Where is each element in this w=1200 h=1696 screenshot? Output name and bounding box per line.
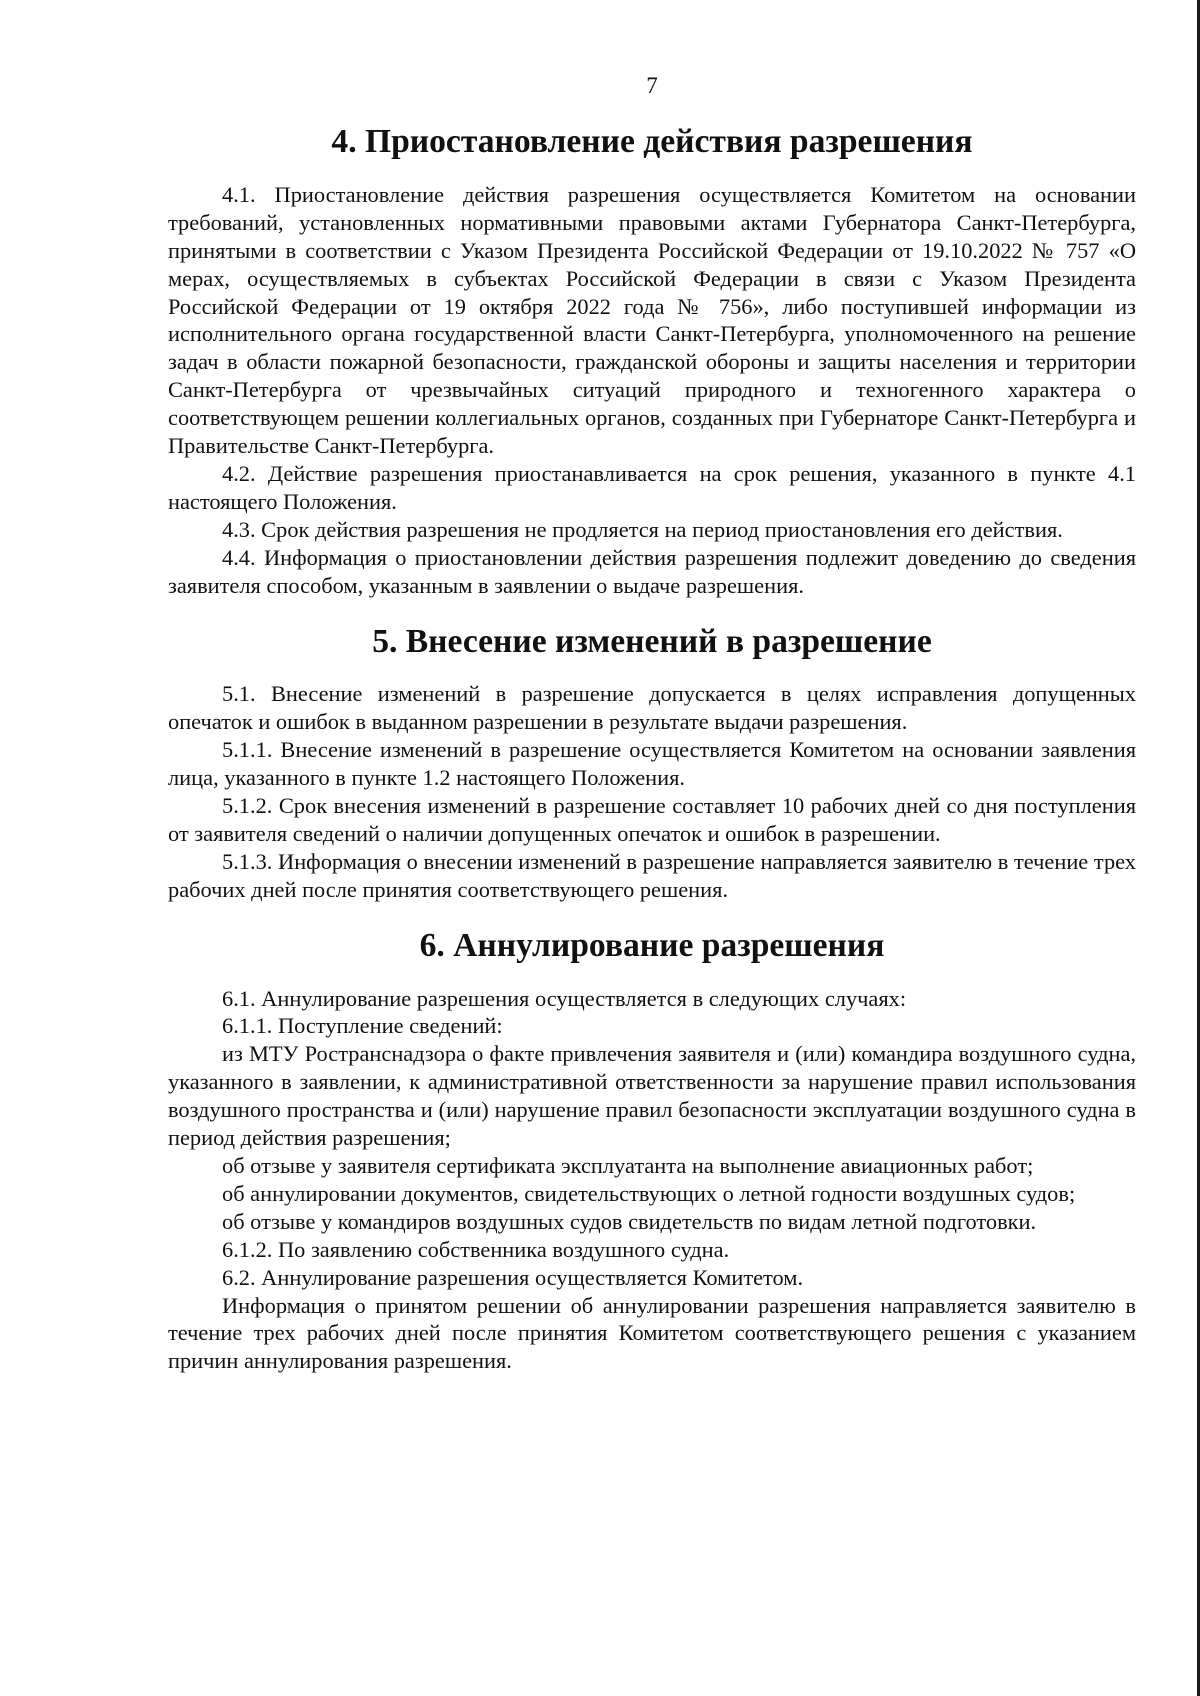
- section-heading-5: 5. Внесение изменений в разрешение: [372, 622, 932, 660]
- paragraph-6-2-info: Информация о принятом решении об аннулировании разрешения направляется заявителю в течение трех рабочих дней после принятия Комитетом соответствующего решения с указанием причин аннулирования разрешения.: [168, 1292, 1136, 1374]
- section-heading-6: 6. Аннулирование разрешения: [419, 926, 885, 964]
- paragraph-5-1: 5.1. Внесение изменений в разрешение допускается в целях исправления допущенных опечаток и ошибок в выданном разрешении в результате выдачи разрешения.: [168, 681, 1136, 735]
- paragraph-4-3: 4.3. Срок действия разрешения не продляется на период приостановления его действия.: [222, 516, 1063, 542]
- paragraph-5-1-3: 5.1.3. Информация о внесении изменений в разрешение направляется заявителю в течение трех рабочих дней после принятия соответствующего решения.: [168, 848, 1136, 902]
- section-heading-4: 4. Приостановление действия разрешения: [331, 123, 973, 160]
- paragraph-6-1: 6.1. Аннулирование разрешения осуществляется в следующих случаях:: [222, 985, 907, 1011]
- paragraph-6-1-1-a: из МТУ Ространснадзора о факте привлечения заявителя и (или) командира воздушного судна, указанного в заявлении, к административной ответственности за нарушение правил использования воздушного пространства и (или) нарушение правил безопасности эксплуатации воздушного судна в период действия разрешения;: [168, 1041, 1136, 1151]
- paragraph-5-1-1: 5.1.1. Внесение изменений в разрешение осуществляется Комитетом на основании заявления лица, указанного в пункте 1.2 настоящего Положения.: [168, 737, 1136, 791]
- paragraph-6-1-1-d: об отзыве у командиров воздушных судов свидетельств по видам летной подготовки.: [222, 1208, 1037, 1234]
- paragraph-6-1-1-b: об отзыве у заявителя сертификата эксплуатанта на выполнение авиационных работ;: [222, 1153, 1034, 1178]
- paragraph-6-1-1: 6.1.1. Поступление сведений:: [222, 1013, 503, 1039]
- document-page: [168, 70, 1136, 1375]
- page-number: 7: [646, 73, 658, 98]
- paragraph-4-1: 4.1. Приостановление действия разрешения осуществляется Комитетом на основании требований, установленных нормативными правовыми актами Губернатора Санкт-Петербурга, принятыми в соответствии с Указом Президента Российской Федерации от 19.10.2022 № 757 «О мерах, осуществляемых в субъектах Российской Федерации в связи с Указом Президента Российской Федерации от 19 октября 2022 года № 756», либо поступившей информации из исполнительного органа государственной власти Санкт-Петербурга, уполномоченного на решение задач в области пожарной безопасности, гражданской обороны и защиты населения и территории Санкт-Петербурга от чрезвычайных ситуаций природного и техногенного характера о соответствующем решении коллегиальных органов, созданных при Губернаторе Санкт-Петербурга и Правительстве Санкт-Петербурга.: [168, 181, 1136, 459]
- paragraph-6-1-1-c: об аннулировании документов, свидетельствующих о летной годности воздушных судов;: [222, 1180, 1076, 1206]
- paragraph-4-4: 4.4. Информация о приостановлении действия разрешения подлежит доведению до сведения заявителя способом, указанным в заявлении о выдаче разрешения.: [168, 544, 1136, 598]
- paragraph-6-1-2: 6.1.2. По заявлению собственника воздушного судна.: [222, 1236, 730, 1262]
- paragraph-4-2: 4.2. Действие разрешения приостанавливается на срок решения, указанного в пункте 4.1 настоящего Положения.: [168, 460, 1136, 514]
- paragraph-6-2: 6.2. Аннулирование разрешения осуществляется Комитетом.: [222, 1264, 804, 1290]
- paragraph-5-1-2: 5.1.2. Срок внесения изменений в разрешение составляет 10 рабочих дней со дня поступления от заявителя сведений о наличии допущенных опечаток и ошибок в разрешении.: [168, 793, 1136, 846]
